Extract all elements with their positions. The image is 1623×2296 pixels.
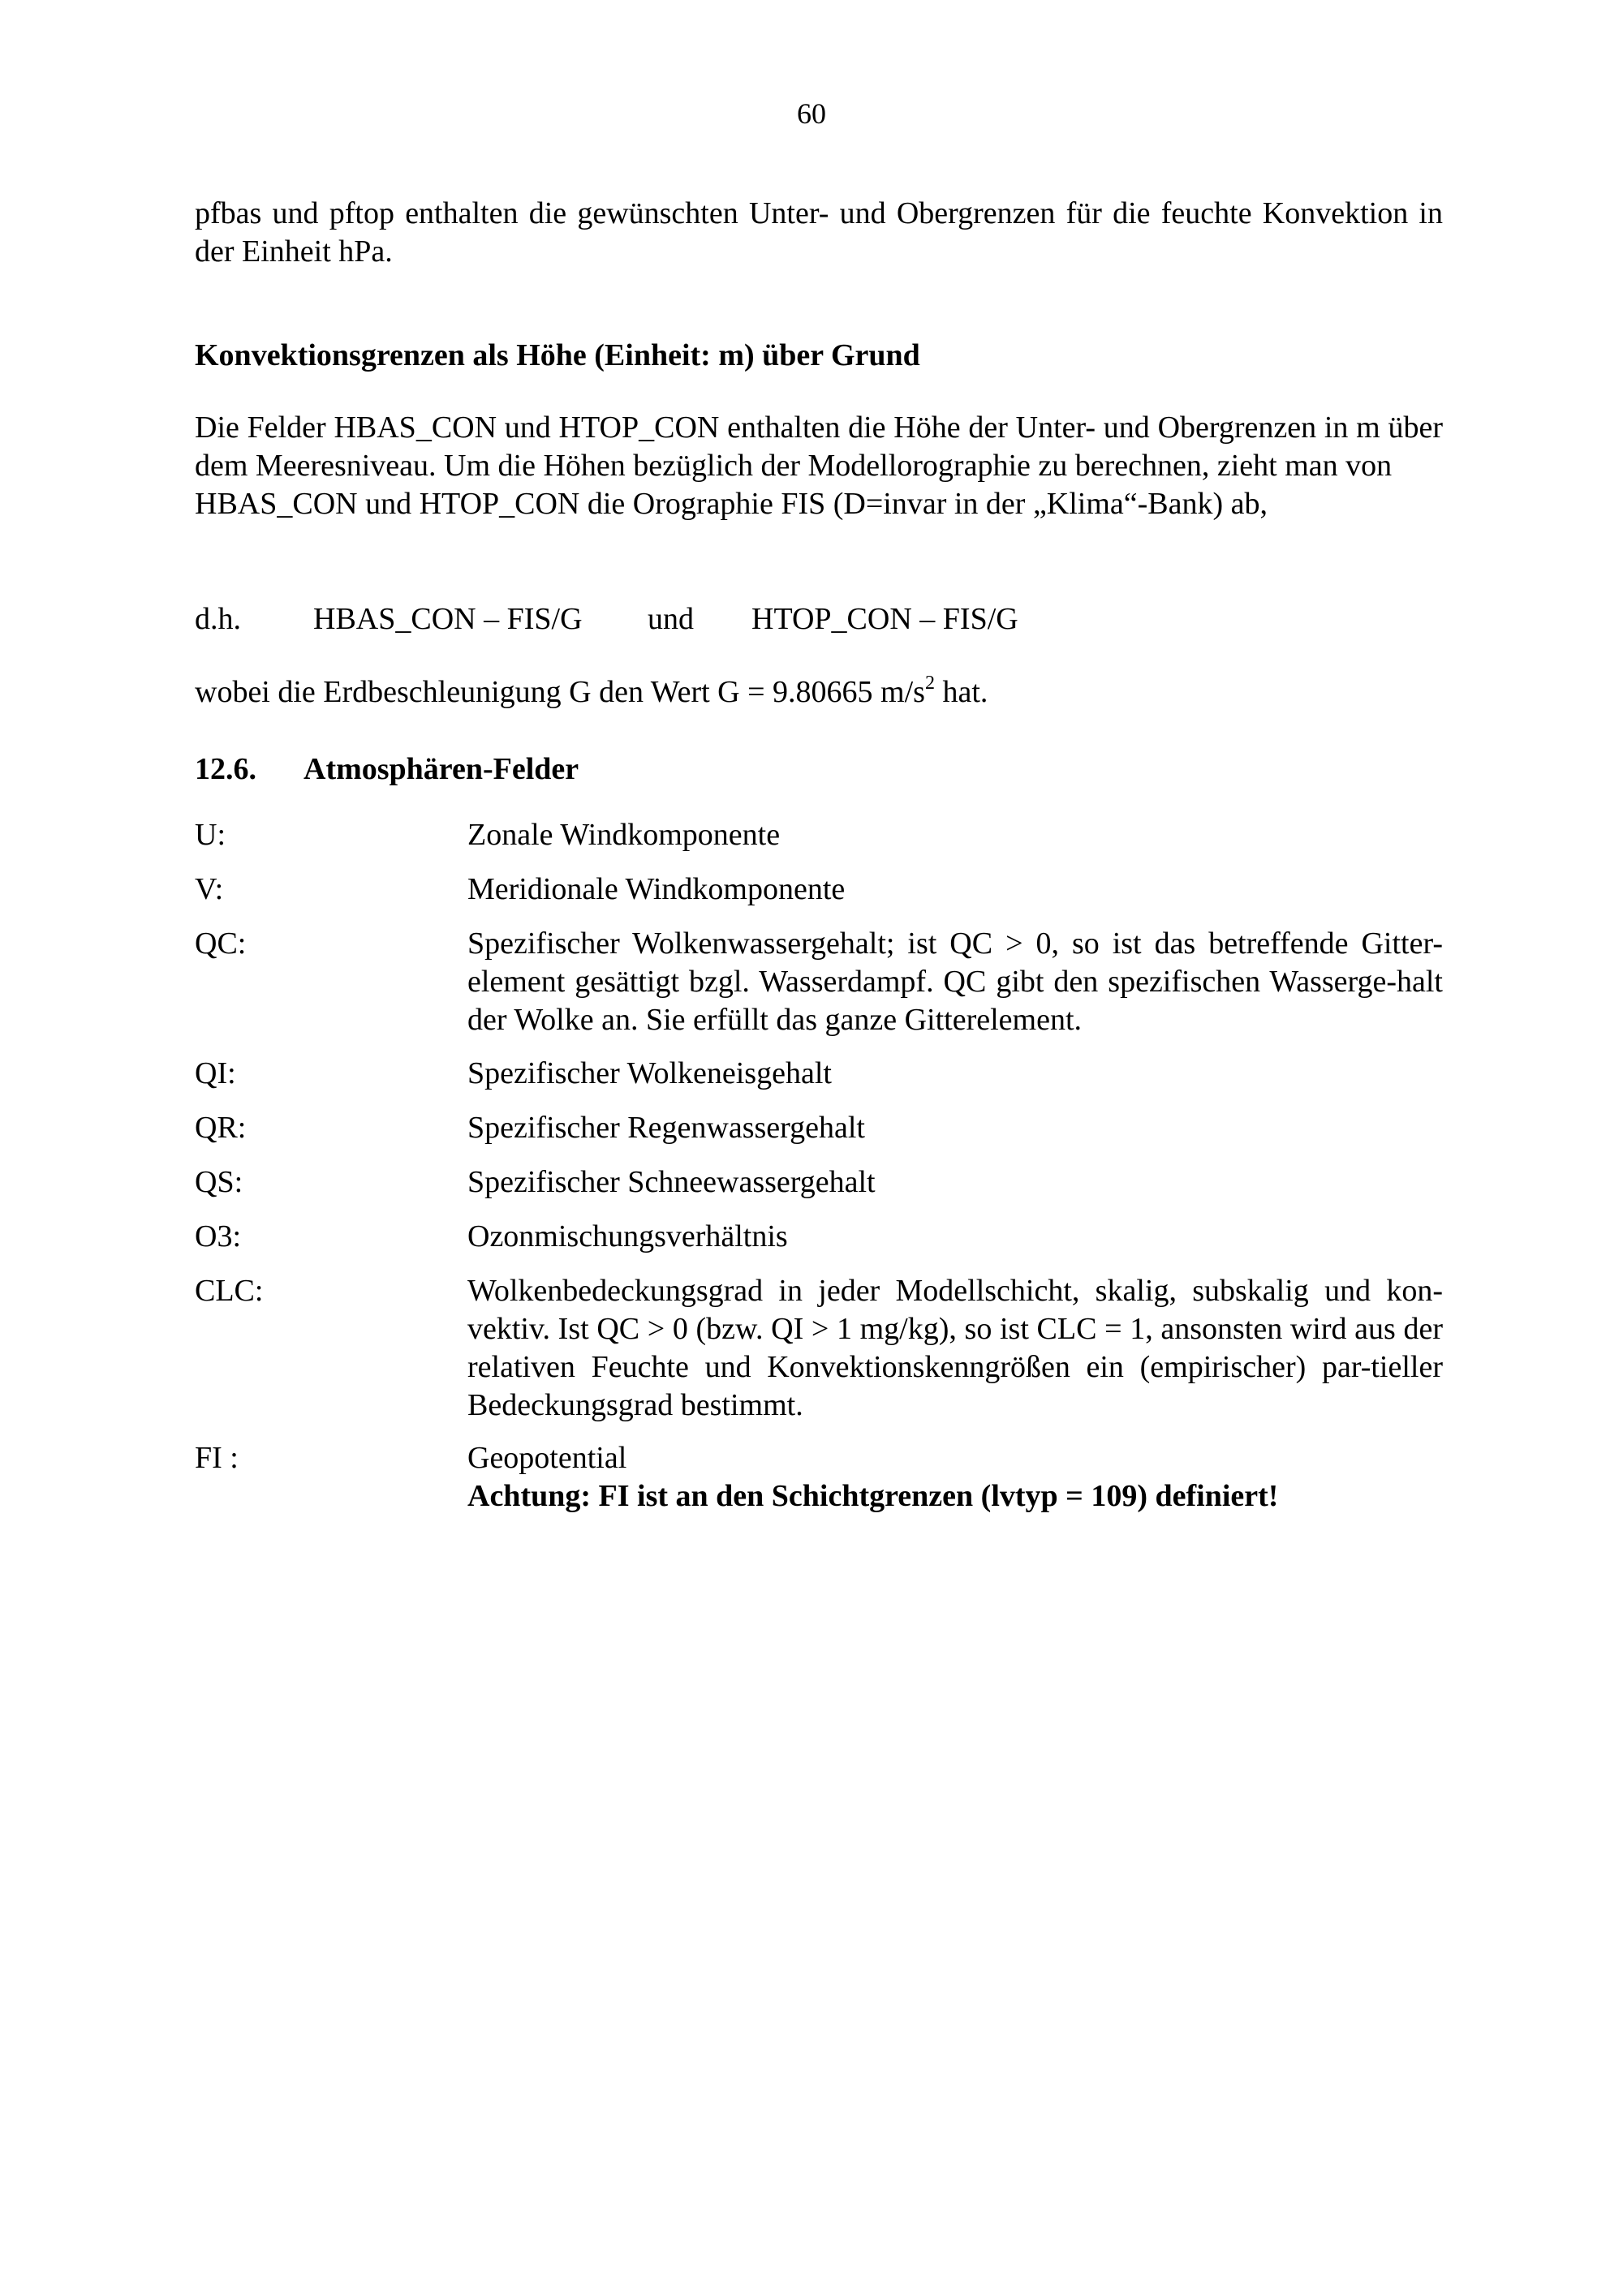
subsection-heading: Konvektionsgrenzen als Höhe (Einheit: m) über Grund	[195, 338, 920, 372]
field-term: U:	[195, 818, 226, 852]
field-description	[467, 1439, 1443, 1516]
field-term: FI :	[195, 1441, 239, 1475]
field-term: O3:	[195, 1219, 241, 1253]
field-term: V:	[195, 872, 224, 906]
field-description: Zonale Windkomponente	[467, 818, 781, 852]
field-term: QI:	[195, 1056, 236, 1090]
formula-expression-b: HTOP_CON – FIS/G	[751, 602, 1018, 636]
section-title: Atmosphären-Felder	[304, 752, 579, 786]
field-description-text: Geopotential	[467, 1441, 627, 1475]
field-description: Meridionale Windkomponente	[467, 872, 846, 906]
formula-expression-a: HBAS_CON – FIS/G	[313, 602, 583, 636]
field-description: Spezifischer Schneewassergehalt	[467, 1165, 876, 1199]
gravity-suffix: hat.	[934, 675, 988, 709]
subsection-paragraph	[195, 409, 1443, 523]
page-number: 60	[797, 97, 826, 130]
gravity-exponent: 2	[924, 673, 935, 694]
subsection-paragraph-part1: Die Felder HBAS_CON und HTOP_CON enthalten die Höhe der Unter- und Obergrenzen in m über dem Meeresniveau. Um die Höhen bezüglich der Modellorographie zu berechnen, zieht man von	[195, 411, 1443, 483]
field-note: Achtung: FI ist an den Schichtgrenzen (lvtyp = 109) definiert!	[467, 1479, 1279, 1513]
field-term: QR:	[195, 1111, 247, 1145]
intro-paragraph: pfbas und pftop enthalten die gewünschten Unter- und Obergrenzen für die feuchte Konvektion in der Einheit hPa.	[195, 196, 1443, 269]
gravity-text: wobei die Erdbeschleunigung G den Wert G = 9.80665 m/s	[195, 675, 925, 709]
field-term: QC:	[195, 927, 247, 961]
formula-prefix: d.h.	[195, 602, 241, 636]
field-description: Spezifischer Regenwassergehalt	[467, 1111, 865, 1145]
subsection-paragraph-part2: HBAS_CON und HTOP_CON die Orographie FIS (D=invar in der „Klima“-Bank) ab,	[195, 487, 1268, 521]
field-description: Spezifischer Wolkeneisgehalt	[467, 1056, 832, 1090]
field-description: Wolkenbedeckungsgrad in jeder Modellschicht, skalig, subskalig und kon-vektiv. Ist QC > 0 (bzw. QI > 1 mg/kg), so ist CLC = 1, ansonsten wird aus der relativen Feuchte und Konvektionskenngrößen ein (empirischer) par-tieller Bedeckungsgrad bestimmt.	[467, 1274, 1443, 1422]
field-description: Spezifischer Wolkenwassergehalt; ist QC > 0, so ist das betreffende Gitter-element gesättigt bzgl. Wasserdampf. QC gibt den spezifischen Wasserge-halt der Wolke an. Sie erfüllt das ganze Gitterelement.	[467, 927, 1443, 1037]
gravity-sentence	[195, 673, 1443, 712]
field-term: QS:	[195, 1165, 243, 1199]
section-number: 12.6.	[195, 752, 256, 786]
field-description: Ozonmischungsverhältnis	[467, 1219, 788, 1253]
field-term: CLC:	[195, 1274, 264, 1308]
formula-connector: und	[648, 602, 694, 636]
